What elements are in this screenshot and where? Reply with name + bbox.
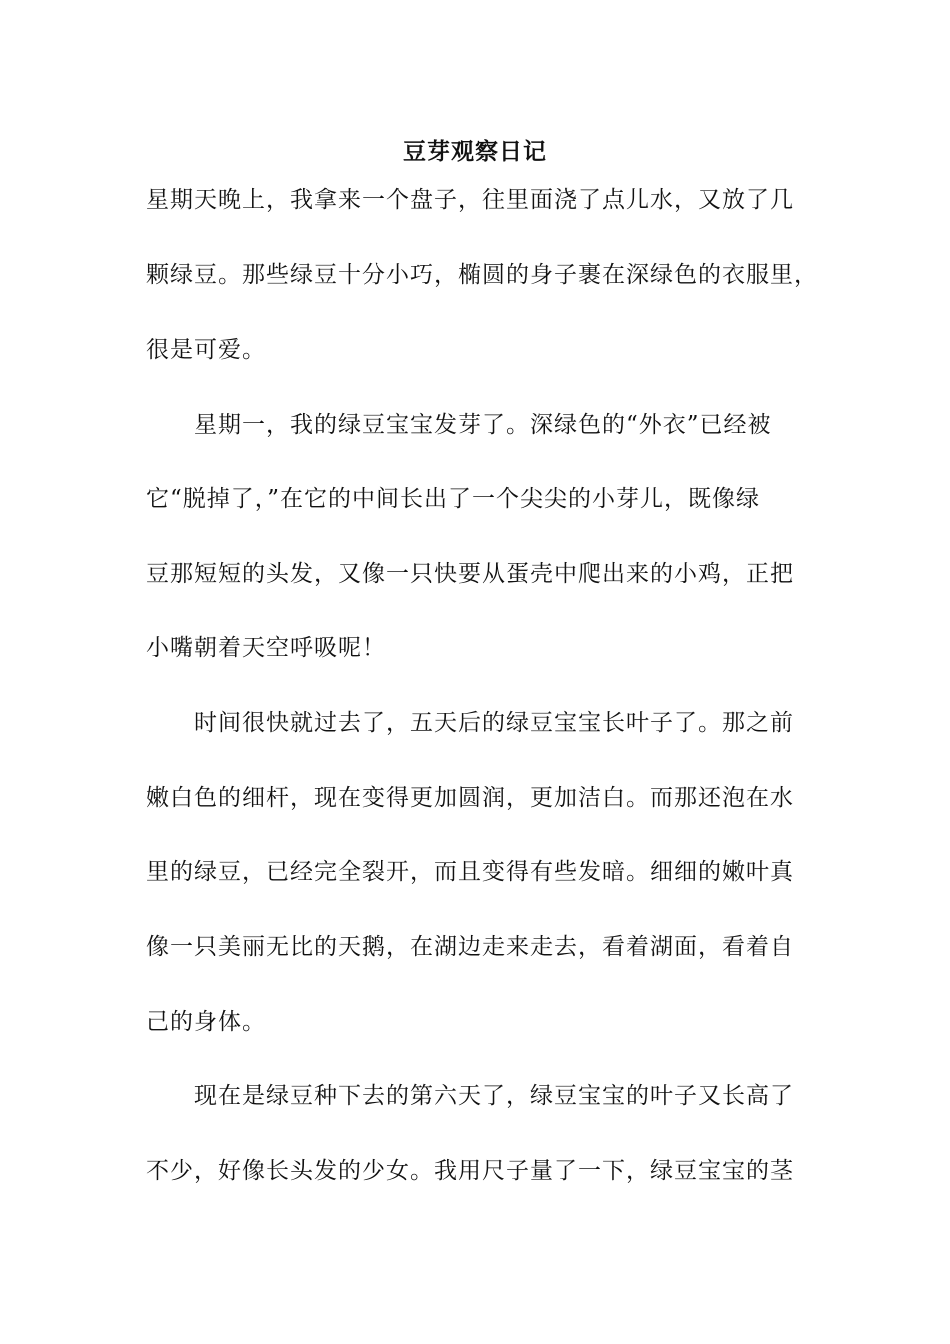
body-line: 豆那短短的头发，又像一只快要从蛋壳中爬出来的小鸡，正把	[146, 561, 794, 587]
body-line: 里的绿豆，已经完全裂开，而且变得有些发暗。细细的嫩叶真	[146, 859, 794, 885]
body-line: 星期一，我的绿豆宝宝发芽了。深绿色的“外衣”已经被	[146, 412, 772, 438]
document-title: 豆芽观察日记	[403, 138, 547, 165]
body-line: 很是可爱。	[146, 337, 266, 363]
body-line: 时间很快就过去了，五天后的绿豆宝宝长叶子了。那之前	[146, 710, 794, 736]
body-line: 颗绿豆。那些绿豆十分小巧，椭圆的身子裹在深绿色的衣服里，	[146, 262, 818, 288]
body-line: 像一只美丽无比的天鹅，在湖边走来走去，看着湖面，看着自	[146, 934, 794, 960]
body-line: 现在是绿豆种下去的第六天了，绿豆宝宝的叶子又长高了	[146, 1083, 794, 1109]
body-line: 己的身体。	[146, 1009, 266, 1035]
body-line: 星期天晚上，我拿来一个盘子，往里面浇了点儿水，又放了几	[146, 187, 794, 213]
body-line: 嫩白色的细杆，现在变得更加圆润，更加洁白。而那还泡在水	[146, 785, 794, 811]
body-line: 它“脱掉了，”在它的中间长出了一个尖尖的小芽儿，既像绿	[146, 486, 761, 512]
body-line: 不少，好像长头发的少女。我用尺子量了一下，绿豆宝宝的茎	[146, 1158, 794, 1184]
body-line: 小嘴朝着天空呼吸呢！	[146, 635, 386, 661]
